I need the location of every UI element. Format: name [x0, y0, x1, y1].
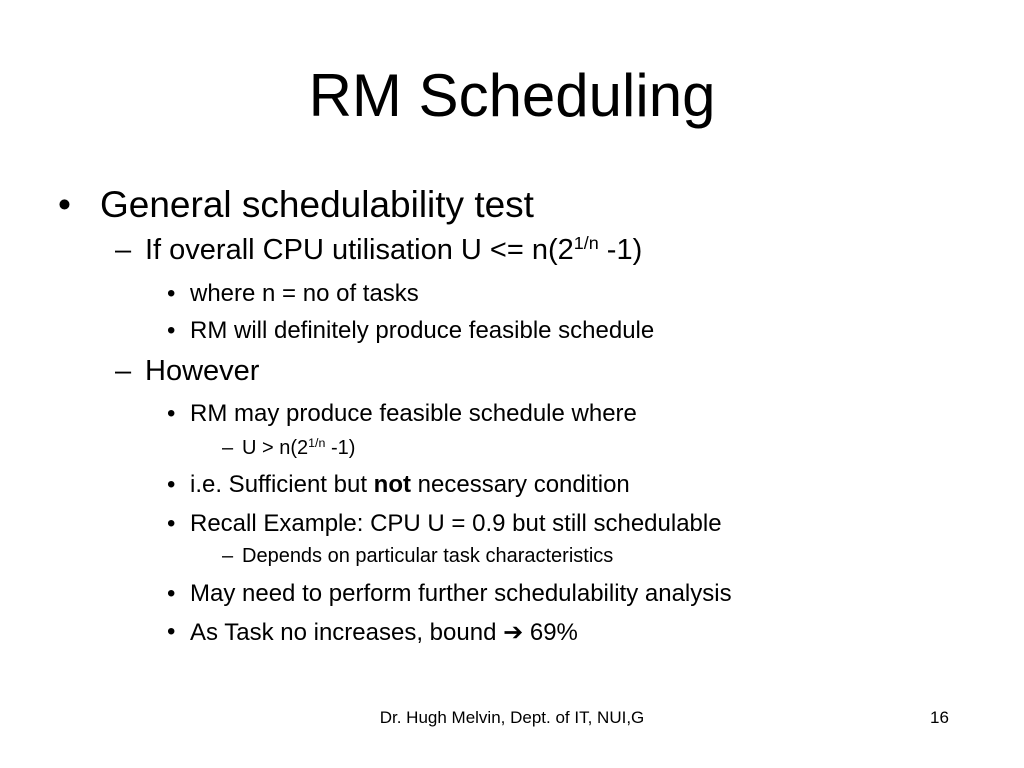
- arrow-right-icon: ➔: [503, 619, 524, 646]
- text-run: RM may produce feasible schedule where: [190, 400, 637, 427]
- bullet-marker: •: [167, 471, 176, 498]
- bullet-marker: •: [167, 400, 176, 427]
- text-run: -1): [325, 437, 356, 459]
- text-run: Recall Example: CPU U = 0.9 but still schedulable: [190, 510, 722, 537]
- text-run: RM will definitely produce feasible schedule: [190, 317, 655, 344]
- bold-emphasis: not: [373, 471, 411, 498]
- text-run: 69%: [523, 619, 578, 646]
- bullet-marker: –: [115, 355, 132, 387]
- bullet-marker: •: [167, 618, 176, 645]
- bullet-text: [190, 317, 654, 345]
- bullet-text: [190, 400, 637, 428]
- text-run: -1): [598, 234, 643, 266]
- bullet-marker: –: [222, 545, 234, 567]
- superscript-exponent: 1/n: [573, 233, 599, 254]
- bullet-text: [145, 234, 642, 267]
- bullet-text: [190, 510, 722, 538]
- bullet-text: [190, 280, 419, 308]
- text-run: U > n(2: [242, 437, 309, 459]
- bullet-marker: –: [222, 437, 234, 459]
- text-run: May need to perform further schedulability analysis: [190, 580, 732, 607]
- bullet-marker: •: [167, 280, 176, 307]
- bullet-text: [145, 355, 259, 388]
- bullet-marker: –: [115, 234, 132, 266]
- bullet-text: [190, 580, 732, 608]
- text-run: where n = no of tasks: [190, 280, 419, 307]
- bullet-text: [190, 471, 630, 499]
- text-run: General schedulability test: [100, 184, 534, 225]
- bullet-text: [190, 618, 578, 647]
- page-number: 16: [930, 708, 949, 727]
- bullet-marker: •: [167, 580, 176, 607]
- bullet-marker: •: [58, 184, 71, 225]
- bullet-marker: •: [167, 510, 176, 537]
- footer-credit: Dr. Hugh Melvin, Dept. of IT, NUI,G: [379, 708, 645, 727]
- text-run: As Task no increases, bound: [190, 619, 504, 646]
- bullet-marker: •: [167, 317, 176, 344]
- bullet-text: [242, 437, 355, 460]
- superscript-exponent: 1/n: [308, 436, 326, 451]
- bullet-text: [100, 184, 534, 226]
- text-run: Depends on particular task characteristics: [242, 545, 614, 567]
- text-run: If overall CPU utilisation U <= n(2: [145, 234, 574, 266]
- text-run: i.e. Sufficient but: [190, 471, 374, 498]
- text-run: However: [145, 355, 260, 387]
- slide-title: RM Scheduling: [308, 62, 716, 129]
- bullet-text: [242, 545, 613, 568]
- text-run: necessary condition: [410, 471, 630, 498]
